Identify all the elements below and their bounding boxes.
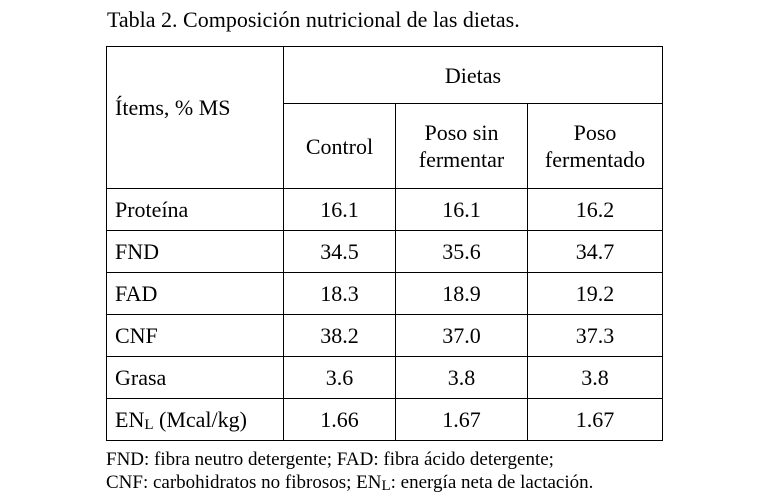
row-label-enl <box>107 399 284 441</box>
footnote-subscript: L <box>381 478 391 494</box>
row-label: FND <box>107 231 284 273</box>
column-header-line1: Poso <box>573 120 617 145</box>
cell-value: 19.2 <box>528 273 663 315</box>
items-header-label: Ítems, % MS <box>115 95 231 120</box>
cell-value: 3.8 <box>396 357 528 399</box>
table-row-cnf <box>107 315 663 357</box>
cell-value: 1.67 <box>528 399 663 441</box>
cell-value: 3.8 <box>528 357 663 399</box>
footnote-line2 <box>106 471 593 494</box>
row-label: Proteína <box>107 189 284 231</box>
table-caption: Tabla 2. Composición nutricional de las dietas. <box>107 7 520 32</box>
column-header-line1: Poso sin <box>424 120 499 145</box>
cell-value: 3.6 <box>284 357 396 399</box>
row-label: CNF <box>107 315 284 357</box>
cell-value: 1.66 <box>284 399 396 441</box>
column-header-control-label: Control <box>305 133 374 159</box>
cell-value: 35.6 <box>396 231 528 273</box>
header-row-group <box>107 47 663 104</box>
diets-group-header: Dietas <box>284 47 663 104</box>
cell-value: 18.3 <box>284 273 396 315</box>
table-row-fad <box>107 273 663 315</box>
cell-value: 18.9 <box>396 273 528 315</box>
column-header-line2: fermentar <box>418 147 505 172</box>
table-footnote <box>106 448 593 494</box>
row-label-main: EN <box>115 407 145 432</box>
cell-value: 37.3 <box>528 315 663 357</box>
column-header-control <box>284 104 396 189</box>
nutrition-table <box>106 46 663 441</box>
row-label: FAD <box>107 273 284 315</box>
row-label: Grasa <box>107 357 284 399</box>
table-row-proteina <box>107 189 663 231</box>
cell-value: 16.1 <box>396 189 528 231</box>
cell-value: 38.2 <box>284 315 396 357</box>
row-label-units: (Mcal/kg) <box>153 407 247 432</box>
column-header-poso-fermentado <box>528 104 663 189</box>
cell-value: 16.2 <box>528 189 663 231</box>
table-row-fnd <box>107 231 663 273</box>
footnote-line2-end: : energía neta de lactación. <box>390 472 594 493</box>
table-row-enl <box>107 399 663 441</box>
cell-value: 34.7 <box>528 231 663 273</box>
cell-value: 1.67 <box>396 399 528 441</box>
table-row-grasa <box>107 357 663 399</box>
footnote-line1: FND: fibra neutro detergente; FAD: fibra ácido detergente; <box>106 449 554 470</box>
column-header-poso-sin-fermentar <box>396 104 528 189</box>
items-header <box>107 47 284 189</box>
footnote-line2-text: CNF: carbohidratos no fibrosos; EN <box>106 472 382 493</box>
row-label-subscript: L <box>144 417 154 433</box>
cell-value: 37.0 <box>396 315 528 357</box>
cell-value: 16.1 <box>284 189 396 231</box>
cell-value: 34.5 <box>284 231 396 273</box>
column-header-line2: fermentado <box>544 147 646 172</box>
